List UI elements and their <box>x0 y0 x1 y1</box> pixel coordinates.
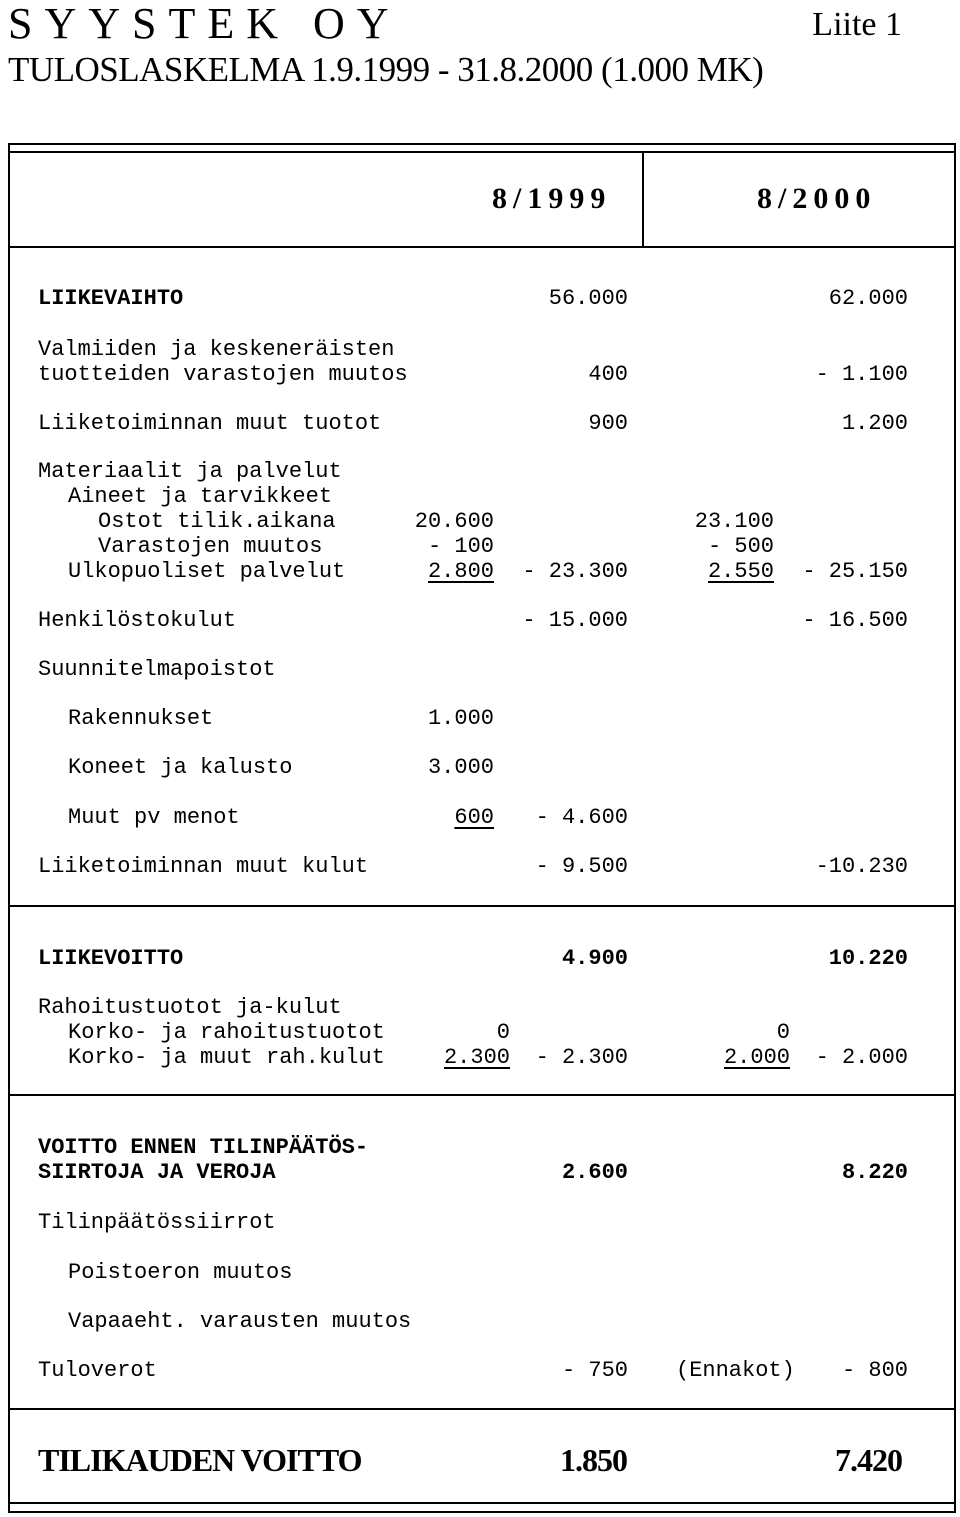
row-label: tuotteiden varastojen muutos <box>38 362 408 387</box>
net-profit-label: TILIKAUDEN VOITTO <box>38 1442 362 1478</box>
divider <box>8 905 956 907</box>
row-label: Tilinpäätössiirrot <box>38 1210 276 1235</box>
sub-value-1999: 2.800 <box>427 559 494 584</box>
value-1999: - 23.300 <box>522 559 628 584</box>
column-header-1999: 8/1999 <box>492 182 612 215</box>
value-1999: 4.900 <box>561 946 628 971</box>
sub-value-1999: 2.300 <box>443 1045 510 1070</box>
value-1999: - 4.600 <box>535 805 628 830</box>
divider <box>8 1094 956 1096</box>
value-2000: 10.220 <box>828 946 908 971</box>
row-label: Korko- ja muut rah.kulut <box>68 1045 385 1070</box>
column-header-2000: 8/2000 <box>757 182 877 215</box>
row-label: Varastojen muutos <box>98 534 323 559</box>
value-2000: - 2.000 <box>815 1045 908 1070</box>
value-2000: 1.200 <box>841 411 908 436</box>
value-1999: - 15.000 <box>522 608 628 633</box>
divider <box>8 1408 956 1410</box>
row-label: Poistoeron muutos <box>68 1260 293 1285</box>
company-name: SYYSTEK OY <box>8 0 401 48</box>
value-2000: - 16.500 <box>802 608 908 633</box>
value-1999: 900 <box>588 411 628 436</box>
row-label: LIIKEVAIHTO <box>38 286 184 311</box>
row-label: Materiaalit ja palvelut <box>38 459 342 484</box>
row-label: Suunnitelmapoistot <box>38 657 276 682</box>
column-divider <box>642 151 644 246</box>
row-label: Tuloverot <box>38 1358 157 1383</box>
value-1999: 56.000 <box>548 286 628 311</box>
value-1999: 2.600 <box>561 1160 628 1185</box>
value-1999: - 9.500 <box>535 854 628 879</box>
net-profit-1999: 1.850 <box>560 1442 627 1478</box>
sub-value-1999: 600 <box>454 805 494 830</box>
sub-value-1999: 20.600 <box>414 509 494 534</box>
ennakot-label: (Ennakot) <box>676 1358 795 1383</box>
divider <box>8 1502 956 1504</box>
value-1999: 400 <box>588 362 628 387</box>
row-label: Vapaaeht. varausten muutos <box>68 1309 412 1334</box>
row-label: Korko- ja rahoitustuotot <box>68 1020 385 1045</box>
row-label: Valmiiden ja keskeneräisten <box>38 337 395 362</box>
row-label: Liiketoiminnan muut kulut <box>38 854 369 879</box>
value-1999: - 750 <box>561 1358 628 1383</box>
row-label: Rahoitustuotot ja-kulut <box>38 995 342 1020</box>
value-2000: - 1.100 <box>815 362 908 387</box>
row-label: SIIRTOJA JA VEROJA <box>38 1160 276 1185</box>
row-label: Koneet ja kalusto <box>68 755 293 780</box>
divider <box>8 246 956 248</box>
value-2000: - 800 <box>841 1358 908 1383</box>
sub-value-1999: - 100 <box>427 534 494 559</box>
appendix-label: Liite 1 <box>812 6 902 43</box>
sub-value-1999: 1.000 <box>427 706 494 731</box>
row-label: Ulkopuoliset palvelut <box>68 559 346 584</box>
sub-value-1999: 0 <box>496 1020 510 1045</box>
value-2000: 62.000 <box>828 286 908 311</box>
row-label: Henkilöstokulut <box>38 608 237 633</box>
sub-value-2000: 2.000 <box>723 1045 790 1070</box>
sub-value-2000: 23.100 <box>694 509 774 534</box>
statement-title: TULOSLASKELMA 1.9.1999 - 31.8.2000 (1.000 MK) <box>8 50 764 89</box>
sub-value-1999: 3.000 <box>427 755 494 780</box>
row-label: VOITTO ENNEN TILINPÄÄTÖS- <box>38 1135 369 1160</box>
value-2000: 8.220 <box>841 1160 908 1185</box>
row-label: Rakennukset <box>68 706 214 731</box>
value-1999: - 2.300 <box>535 1045 628 1070</box>
row-label: LIIKEVOITTO <box>38 946 184 971</box>
row-label: Ostot tilik.aikana <box>98 509 336 534</box>
row-label: Aineet ja tarvikkeet <box>68 484 333 509</box>
divider <box>8 151 956 153</box>
net-profit-2000: 7.420 <box>835 1442 902 1478</box>
value-2000: -10.230 <box>815 854 908 879</box>
row-label: Liiketoiminnan muut tuotot <box>38 411 382 436</box>
sub-value-2000: 0 <box>776 1020 790 1045</box>
sub-value-2000: 2.550 <box>707 559 774 584</box>
row-label: Muut pv menot <box>68 805 240 830</box>
sub-value-2000: - 500 <box>707 534 774 559</box>
value-2000: - 25.150 <box>802 559 908 584</box>
